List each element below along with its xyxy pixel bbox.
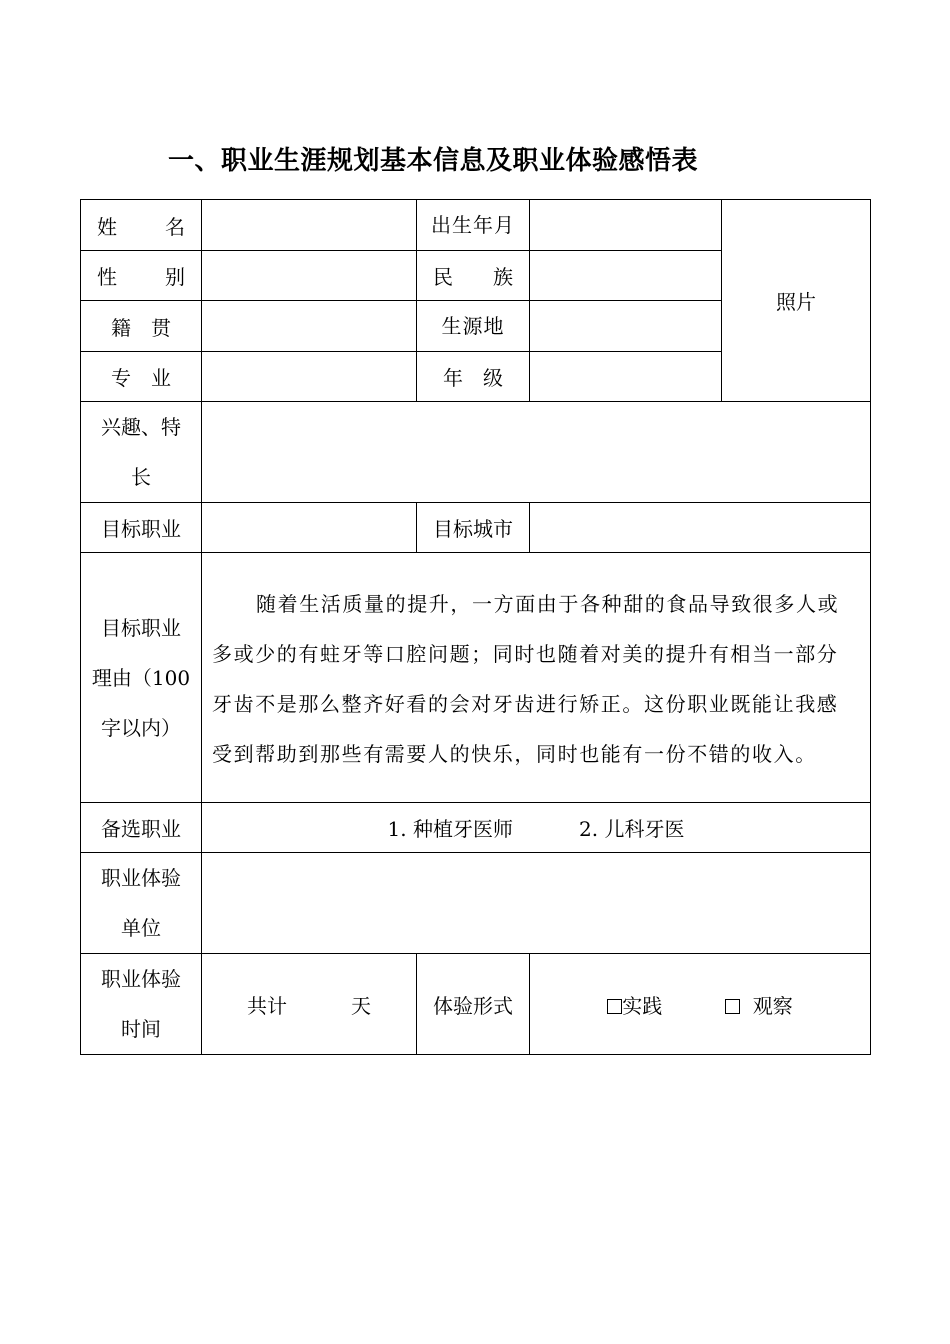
label-alt-job: 备选职业: [81, 803, 202, 853]
practice-label: 实践: [622, 993, 663, 1018]
ethnicity-field[interactable]: [530, 251, 722, 301]
total-label: 共计: [247, 993, 287, 1018]
gender-field[interactable]: [202, 251, 417, 301]
practice-checkbox[interactable]: [607, 999, 622, 1014]
time-field[interactable]: [202, 954, 417, 1055]
alt-job-1: 1. 种植牙医师: [387, 817, 513, 841]
major-field[interactable]: [202, 352, 417, 402]
unit-field[interactable]: [202, 853, 871, 954]
dob-field[interactable]: [530, 200, 722, 251]
label-name: 姓 名: [81, 200, 202, 251]
label-reason: 目标职业 理由（100 字以内）: [81, 553, 202, 803]
label-grade: 年 级: [417, 352, 530, 402]
observe-label: 观察: [752, 993, 793, 1018]
form-type-field: [530, 954, 871, 1055]
reason-field[interactable]: [202, 553, 871, 803]
label-source: 生源地: [417, 301, 530, 352]
label-dob: 出生年月: [417, 200, 530, 251]
source-field[interactable]: [530, 301, 722, 352]
page-title: 一、职业生涯规划基本信息及职业体验感悟表: [167, 146, 698, 176]
label-time: 职业体验 时间: [81, 954, 202, 1055]
grade-field[interactable]: [530, 352, 722, 402]
label-target-city: 目标城市: [417, 503, 530, 553]
reason-text: 随着生活质量的提升，一方面由于各种甜的食品导致很多人或多或少的有蛀牙等口腔问题；同时也随着对美的提升有相当一部分牙齿不是那么整齐好看的会对牙齿进行矫正。这份职业既能让我感受到帮助到那些有需要人的快乐，同时也能有一份不错的收入。: [212, 591, 840, 766]
label-hobby: 兴趣、特 长: [81, 402, 202, 503]
label-ethnicity: 民 族: [417, 251, 530, 301]
info-form-table: [80, 199, 871, 1055]
label-major: 专 业: [81, 352, 202, 402]
target-job-field[interactable]: [202, 503, 417, 553]
photo-label: 照片: [776, 290, 816, 314]
alt-job-field[interactable]: [202, 803, 871, 853]
label-form-type: 体验形式: [417, 954, 530, 1055]
hobby-field[interactable]: [202, 402, 871, 503]
label-unit: 职业体验 单位: [81, 853, 202, 954]
label-origin: 籍 贯: [81, 301, 202, 352]
label-target-job: 目标职业: [81, 503, 202, 553]
label-gender: 性 别: [81, 251, 202, 301]
name-field[interactable]: [202, 200, 417, 251]
days-label: 天: [351, 993, 371, 1018]
target-city-field[interactable]: [530, 503, 871, 553]
photo-box[interactable]: [722, 200, 871, 402]
alt-job-2: 2. 儿科牙医: [579, 817, 685, 841]
origin-field[interactable]: [202, 301, 417, 352]
observe-checkbox[interactable]: [725, 999, 740, 1014]
